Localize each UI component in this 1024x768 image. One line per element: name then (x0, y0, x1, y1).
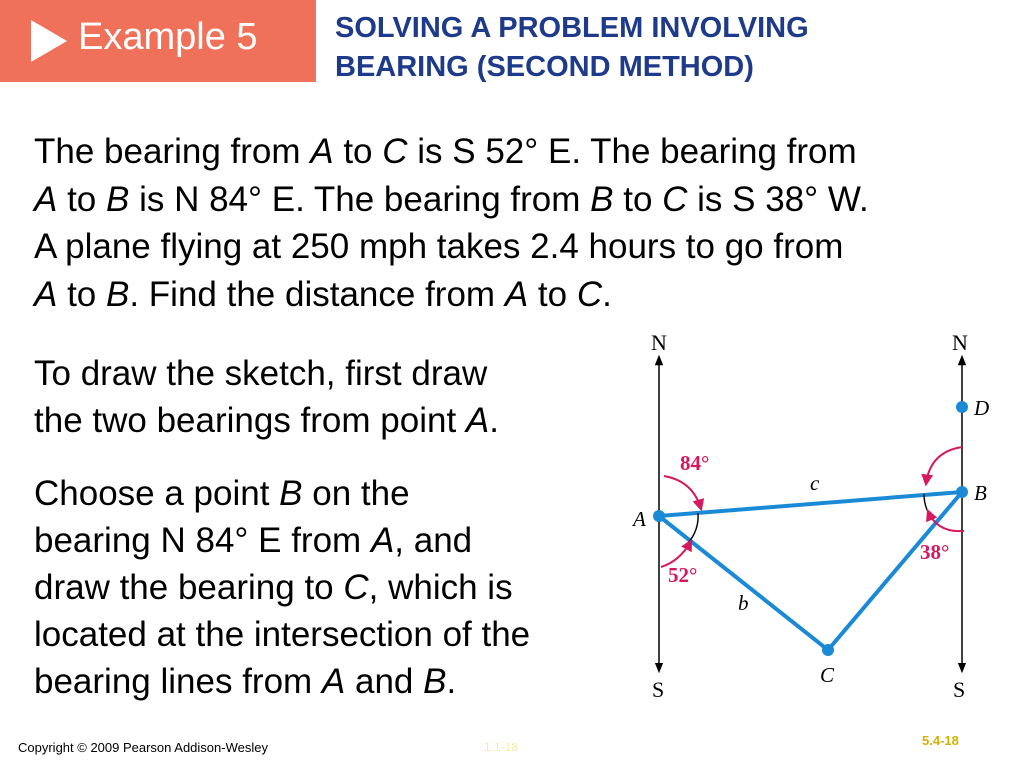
sketch-line-2: the two bearings from point A. (34, 401, 499, 440)
problem-statement (34, 128, 1009, 318)
problem-line-3: A plane flying at 250 mph takes 2.4 hours to go from (34, 227, 844, 266)
north-label-left: N (651, 330, 667, 355)
footer-copyright: Copyright © 2009 Pearson Addison-Wesley (18, 740, 268, 755)
point-d-label: D (974, 396, 990, 420)
point-d-dot (956, 401, 968, 413)
problem-line-1: The bearing from A to C is S 52° E. The bearing from (34, 132, 857, 171)
choose-line-5: bearing lines from A and B. (34, 662, 457, 701)
problem-line-4: A to B. Find the distance from A to C. (34, 274, 612, 314)
slide-title (335, 9, 809, 87)
angle-bd-arrow (926, 447, 962, 484)
example-label: Example 5 (78, 16, 258, 58)
play-arrow-icon (31, 20, 67, 62)
choose-line-2: bearing N 84° E from A, and (34, 521, 473, 560)
angle-84-label: 84° (680, 451, 710, 475)
side-c-line (659, 492, 962, 516)
problem-line-2: A to B is N 84° E. The bearing from B to C is S 38° W. (34, 179, 869, 219)
example-banner (0, 0, 316, 82)
choose-point-instruction (34, 470, 530, 705)
point-a-dot (653, 510, 665, 522)
side-b-label: b (738, 591, 749, 615)
angle-arc-b (924, 494, 936, 523)
angle-38-label: 38° (920, 540, 950, 564)
angle-52-label: 52° (668, 563, 698, 587)
choose-line-1: Choose a point B on the (34, 474, 410, 513)
side-c-label: c (810, 471, 820, 495)
south-label-right: S (953, 677, 966, 702)
point-a-label: A (633, 507, 646, 531)
choose-line-3: draw the bearing to C, which is (34, 568, 513, 607)
bearing-diagram (620, 328, 1020, 708)
title-line-1: SOLVING A PROBLEM INVOLVING (335, 12, 809, 44)
sketch-line-1: To draw the sketch, first draw (34, 354, 488, 393)
sketch-instruction (34, 350, 499, 444)
point-c-label: C (820, 663, 835, 687)
point-b-dot (956, 486, 968, 498)
angle-84-arrow (664, 476, 701, 509)
point-b-label: B (974, 481, 987, 505)
side-bc-line (828, 492, 962, 650)
choose-line-4: located at the intersection of the (34, 615, 531, 654)
north-label-right: N (952, 330, 968, 355)
south-label-left: S (652, 677, 665, 702)
footer-center-ref: 1.1-18 (484, 740, 519, 754)
title-line-2: BEARING (SECOND METHOD) (335, 51, 754, 83)
footer-page-number: 5.4-18 (922, 733, 959, 748)
point-c-dot (822, 644, 834, 656)
